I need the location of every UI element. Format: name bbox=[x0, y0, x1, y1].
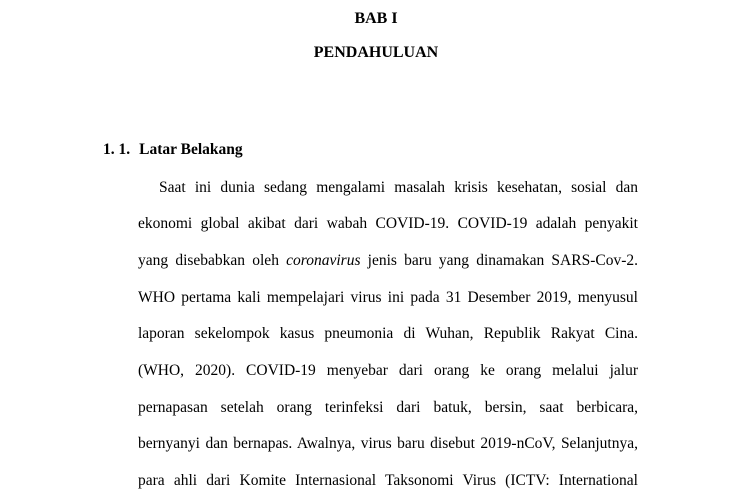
paragraph-line: bernyanyi dan bernapas. Awalnya, virus baru disebut 2019-nCoV, Selanjutnya, bbox=[138, 435, 638, 452]
paragraph-line bbox=[138, 251, 638, 271]
paragraph-line: (WHO, 2020). COVID-19 menyebar dari orang ke orang melalui jalur bbox=[138, 362, 638, 379]
italic-term: coronavirus bbox=[286, 252, 361, 269]
paragraph-line-start: yang disebabkan oleh bbox=[138, 252, 287, 269]
paragraph-line: Saat ini dunia sedang mengalami masalah krisis kesehatan, sosial dan bbox=[159, 179, 638, 196]
paragraph-line-end: jenis baru yang dinamakan SARS-Cov-2. bbox=[360, 252, 638, 269]
paragraph-line: laporan sekelompok kasus pneumonia di Wuhan, Republik Rakyat Cina. bbox=[138, 325, 638, 342]
section-title: Latar Belakang bbox=[139, 141, 243, 158]
paragraph-line: para ahli dari Komite Internasional Taksonomi Virus (ICTV: International bbox=[138, 472, 638, 489]
paragraph-line: ekonomi global akibat dari wabah COVID-19. COVID-19 adalah penyakit bbox=[138, 215, 638, 232]
paragraph-line: WHO pertama kali mempelajari virus ini pada 31 Desember 2019, menyusul bbox=[138, 289, 638, 306]
chapter-number: BAB I bbox=[354, 10, 398, 27]
chapter-title: PENDAHULUAN bbox=[313, 44, 439, 61]
paragraph-line: pernapasan setelah orang terinfeksi dari batuk, bersin, saat berbicara, bbox=[138, 399, 638, 416]
section-number: 1. 1. bbox=[103, 141, 131, 158]
section-heading bbox=[103, 140, 243, 160]
